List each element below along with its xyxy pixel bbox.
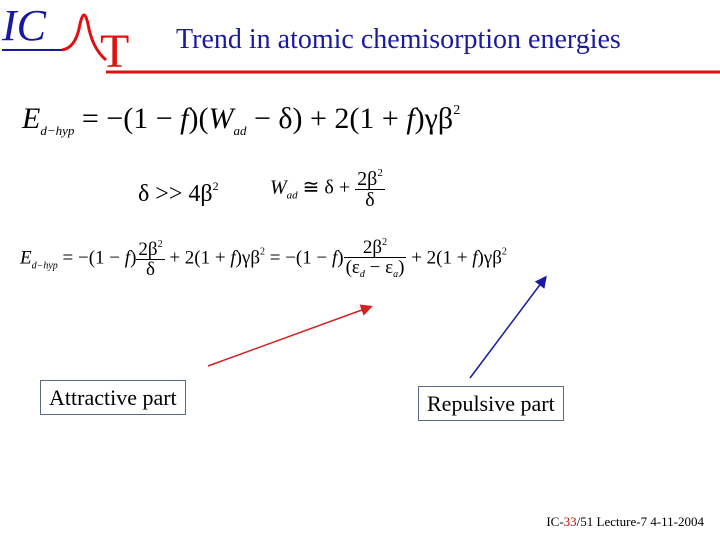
equation-delta-condition: $\delta >> 4\beta^2$ [138, 179, 219, 207]
slide-footer: IC-33/51 Lecture-7 4-11-2004 [546, 514, 704, 529]
repulsive-arrow [470, 278, 545, 378]
equation-energy-expanded: $E_{d-hyp} = -(1 - f)$ $\frac{2\beta^2}{\delta}$ + $2(1 + f)\gamma\beta^2 = -(1 - f)$ $\frac{2\beta^2}{(\varepsilon_d - \varepsilon_a)}$ + $2(1 + f)\gamma\beta^2$ [20, 237, 507, 280]
equation-energy-d-hyp: $E_{d-hyp} = -(1 - f)(W_{ad} - \delta) + 2(1 + f)\gamma\beta^2$ [22, 102, 461, 138]
equation-wad-approx: $W_{ad}$ ≅ δ + $\frac{2\beta^2}{\delta}$ [270, 167, 383, 211]
current-page-number: 33 [563, 514, 577, 529]
attractive-part-label: Attractive part [40, 380, 186, 415]
logo-t: T [100, 25, 130, 78]
logo-ic: IC [2, 1, 46, 50]
repulsive-part-label: Repulsive part [418, 386, 564, 421]
attractive-arrow [208, 307, 370, 366]
slide-title: Trend in atomic chemisorption energies [176, 24, 621, 55]
